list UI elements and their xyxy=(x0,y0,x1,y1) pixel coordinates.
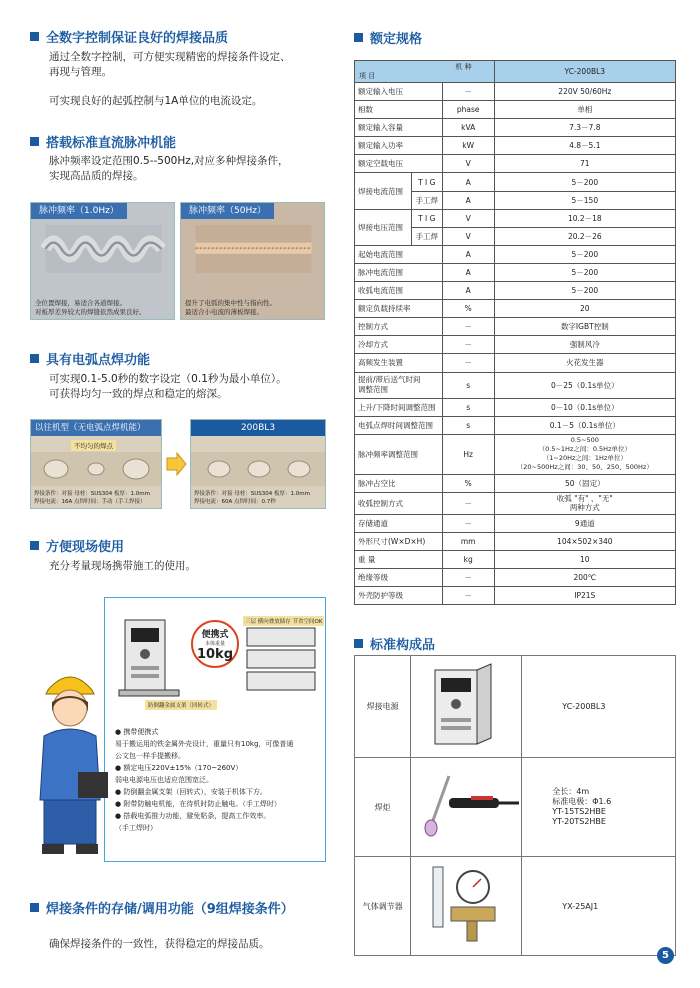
section-title-components: 标准构成品 xyxy=(354,634,435,653)
table-row: 焊接电流范围 T I G A 5－200 xyxy=(355,173,676,191)
photo-sublabel: 不均匀的焊点 xyxy=(71,440,116,451)
table-row: 起始电流范围 A 5－200 xyxy=(355,245,676,263)
weld-bead-image xyxy=(31,225,175,273)
section-title-spec: 额定规格 xyxy=(354,28,422,47)
table-row: 脉冲占空比 % 50（固定） xyxy=(355,474,676,492)
section-title-digital-control: 全数字控制保证良好的焊接品质 xyxy=(30,27,228,46)
torch-image xyxy=(411,758,521,854)
photo-caption: 焊接条件：对接 母材：SUS304 板厚：1.0mm 焊接电流：16A 点焊时间：手动（手工焊接） xyxy=(34,491,150,505)
arrow-right-icon xyxy=(165,452,187,476)
table-row: 相数 phase 单相 xyxy=(355,101,676,119)
section-title-dc-pulse: 搭载标准直流脉冲机能 xyxy=(30,132,176,151)
section-text-arc-spot: 可实现0.1-5.0秒的数字设定（0.1秒为最小单位）。 可获得均匀一致的焊点和稳定的熔深。 xyxy=(49,373,287,400)
photo-label: 以往机型（无电弧点焊机能） xyxy=(31,420,161,436)
table-row: 高频发生装置 － 火花发生器 xyxy=(355,354,676,372)
feature-item: 公文包一样手提搬移。 xyxy=(115,752,185,760)
photo-label: 脉冲频率（50Hz） xyxy=(181,203,274,219)
table-row: 焊接电源 YC-200BL3 xyxy=(355,656,676,758)
table-row: 手工焊 A 5－150 xyxy=(355,191,676,209)
feature-item: 易于搬运用的铁金属外壳设计，重量只有10kg，可像普通 xyxy=(115,740,294,748)
spot-weld-image xyxy=(191,452,326,486)
feature-item: ● 额定电压220V±15%（170~260V） xyxy=(115,764,243,772)
table-row: 气体调节器 YX-25AJ1 xyxy=(355,857,676,956)
photo-caption: 全位置焊接，易适合各道焊接。 对板厚差异较大的焊缝依然成果良好。 xyxy=(35,299,146,316)
portable-illustration xyxy=(104,597,326,862)
stacked-machines-image xyxy=(245,626,319,696)
components-table xyxy=(354,655,676,956)
square-bullet-icon xyxy=(30,137,39,146)
section-text-field-use: 充分考量现场携带施工的使用。 xyxy=(49,560,196,572)
feature-item: ● 搭载电弧推力功能，避免粘条，提高工作效率。 xyxy=(115,812,271,820)
spec-table xyxy=(354,60,676,605)
table-row: 绝缘等级 － 200℃ xyxy=(355,569,676,587)
component-image-cell xyxy=(411,656,522,758)
portable-badge: 便携式 本体重量 10kg xyxy=(191,620,239,668)
feature-item: ● 防倒翻金属支架（回转式），安装于机体下方。 xyxy=(115,788,267,796)
feature-item: ● 携带便携式 xyxy=(115,728,159,736)
table-row: 额定输入电压 － 220V 50/60Hz xyxy=(355,83,676,101)
gas-regulator-image xyxy=(411,857,521,953)
table-row: 外壳防护等级 － IP21S xyxy=(355,587,676,605)
page-number: 5 xyxy=(657,947,674,964)
square-bullet-icon xyxy=(30,354,39,363)
bracket-label: 防倒翻金属支架（回转式） xyxy=(145,700,217,710)
spot-photo-conventional xyxy=(30,419,162,509)
table-row: 额定负载持续率 % 20 xyxy=(355,300,676,318)
component-image-cell xyxy=(411,857,522,956)
table-row: 收弧控制方式 － 收弧 "有" 、"无" 两种方式 xyxy=(355,492,676,514)
feature-item: （手工焊时） xyxy=(115,824,157,832)
table-row: 额定空载电压 V 71 xyxy=(355,155,676,173)
table-row: 重 量 kg 10 xyxy=(355,550,676,568)
table-row: 提前/滞后送气时间 调整范围 s 0－25（0.1s单位） xyxy=(355,372,676,398)
square-bullet-icon xyxy=(30,541,39,550)
table-row: 脉冲电流范围 A 5－200 xyxy=(355,263,676,281)
table-row: 收弧电流范围 A 5－200 xyxy=(355,282,676,300)
photo-label: 脉冲频率（1.0Hz） xyxy=(31,203,127,219)
square-bullet-icon xyxy=(354,639,363,648)
table-row: 额定输入功率 kW 4.8－5.1 xyxy=(355,137,676,155)
spot-photo-200bl3 xyxy=(190,419,326,509)
pulse-photo-50hz xyxy=(180,202,325,320)
section-title-arc-spot: 具有电弧点焊功能 xyxy=(30,349,150,368)
spec-model-cell: YC-200BL3 xyxy=(494,61,675,83)
component-image-cell xyxy=(411,758,522,857)
table-row: 冷却方式 － 强制风冷 xyxy=(355,336,676,354)
square-bullet-icon xyxy=(354,33,363,42)
table-row: 上升/下降时间调整范围 s 0－10（0.1s单位） xyxy=(355,398,676,416)
section-text-dc-pulse: 脉冲频率设定范围0.5--500Hz,对应多种焊接条件， 实现高品质的焊接。 xyxy=(49,155,289,182)
feature-list xyxy=(115,726,325,834)
feature-item: 弱电电源电压也适应范围宽泛。 xyxy=(115,776,213,784)
section-title-memory: 焊接条件的存储/调用功能（9组焊接条件） xyxy=(30,898,294,917)
pulse-photo-1hz xyxy=(30,202,175,320)
spot-weld-image xyxy=(31,452,162,486)
square-bullet-icon xyxy=(30,903,39,912)
weld-bead-image xyxy=(181,225,325,273)
stacking-note: 三层 横向叠放储存 节省空间OK xyxy=(243,616,324,626)
table-row: 焊接电压范围 T I G V 10.2－18 xyxy=(355,209,676,227)
section-title-field-use: 方便现场使用 xyxy=(30,536,124,555)
table-row xyxy=(355,61,676,83)
table-row: 焊炬 全长：4m 标准电极：Φ1.6 YT-15TS2HBE YT-20TS2HBE xyxy=(355,758,676,857)
photo-caption: 焊接条件：对接 母材：SUS304 板厚：1.0mm 焊接电流：60A 点焊时间：0.7秒 xyxy=(194,491,310,505)
table-row: 控制方式 － 数字IGBT控制 xyxy=(355,318,676,336)
spec-header-cell: 机 种 项 目 xyxy=(355,61,495,83)
table-row: 脉冲频率调整范围 Hz 0.5~500 （0.5~1Hz之间：0.5Hz单位） （1~20Hz之间：1Hz单位） （20~500Hz之间：30、50、250、500Hz） xyxy=(355,434,676,474)
worker-illustration xyxy=(30,660,110,860)
welder-power-source-image xyxy=(411,656,521,755)
feature-item: ● 附带防触电机能，在待机时防止触电。（手工焊时） xyxy=(115,800,281,808)
square-bullet-icon xyxy=(30,32,39,41)
section-text-digital-control: 通过全数字控制，可方便实现精密的焊接条件设定、 再现与管理。 可实现良好的起弧控制与1A单位的电流设定。 xyxy=(49,51,291,107)
section-text-memory: 确保焊接条件的一致性，获得稳定的焊接品质。 xyxy=(49,938,270,950)
photo-caption: 提升了电弧的集中性与指向性。 最适合小电流的薄板焊接。 xyxy=(185,299,276,316)
table-row: 外形尺寸(W×D×H) mm 104×502×340 xyxy=(355,532,676,550)
photo-label: 200BL3 xyxy=(191,420,325,436)
table-row: 电弧点焊时间调整范围 s 0.1－5（0.1s单位） xyxy=(355,416,676,434)
table-row: 额定输入容量 kVA 7.3－7.8 xyxy=(355,119,676,137)
table-row: 存储通道 － 9通道 xyxy=(355,514,676,532)
table-row: 手工焊 V 20.2－26 xyxy=(355,227,676,245)
welder-machine-image xyxy=(117,610,187,700)
